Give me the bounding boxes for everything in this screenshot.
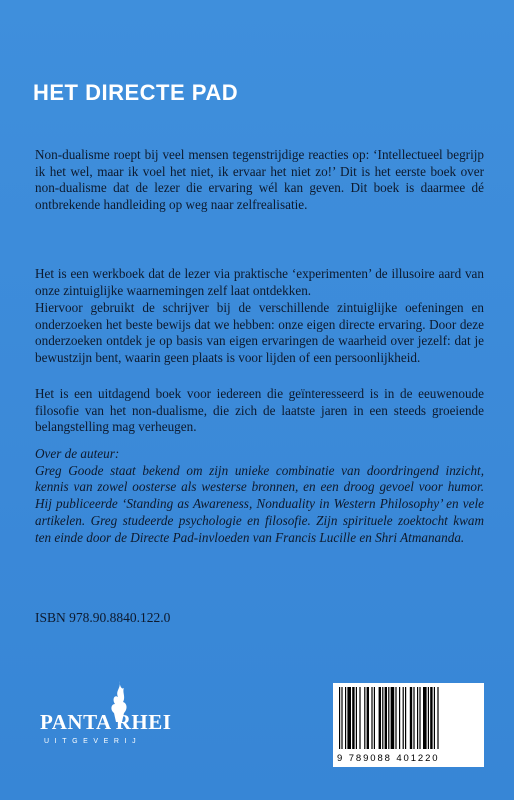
description-paragraph-3: Hiervoor gebruikt de schrijver bij de verschillende zintuiglijke oefeningen en onderzoeken het beste bewijs dat we hebben: onze eigen directe ervaring. Door deze onderzoeken ontdek je op basis van eigen ervaringen de waarheid over jezelf: dat je bewustzijn bent, waarin geen plaats is voor lijden of een persoonlijkheid. xyxy=(35,300,484,366)
barcode-bar xyxy=(428,687,429,749)
barcode-bar xyxy=(341,687,342,749)
barcode-bar xyxy=(430,687,432,749)
barcode-bar xyxy=(339,687,340,749)
author-text: Greg Goode staat bekend om zijn unieke combinatie van doordringend inzicht, kennis van zowel oosterse als westerse bronnen, en een droog gevoel voor humor. Hij publiceerde ‘Standing as Awareness, Nonduality in Western Philosophy’ en vele artikelen. Greg studeerde psychologie en filosofie. Zijn spirituele zoektocht kwam ten einde door de Directe Pad-invloeden van Francis Lucille en Shri Atmananda. xyxy=(35,462,484,545)
barcode-bar xyxy=(419,687,420,749)
isbn: ISBN 978.90.8840.122.0 xyxy=(35,610,171,625)
description-paragraph-2: Het is een werkboek dat de lezer via praktische ‘experimenten’ de illusoire aard van onze zintuiglijke waarnemingen zelf laat ontdekken. xyxy=(35,266,484,298)
publisher-logo xyxy=(40,680,210,760)
barcode-bar xyxy=(399,687,400,749)
barcode-bar xyxy=(352,687,354,749)
barcode-bar xyxy=(356,687,357,749)
barcode-bar xyxy=(423,687,427,749)
barcode-bar xyxy=(382,687,383,749)
barcode-bar xyxy=(410,687,412,749)
barcode-bar xyxy=(434,687,435,749)
barcode-bar xyxy=(413,687,414,749)
description-paragraph-1: Non-dualisme roept bij veel mensen tegenstrijdige reacties op: ‘Intellectueel begrijp ik het wel, maar ik voel het niet, ik ervaar het niet zo!’ Dit is het eerste boek over non-dualisme dat de lezer die ervaring wél kan geven. Dit boek is daarmee dé ontbrekende handleiding op weg naar zelfrealisatie. xyxy=(35,147,484,213)
barcode-bar xyxy=(395,687,396,749)
barcode-digits: 9 789088 401220 xyxy=(337,753,440,764)
book-title: HET DIRECTE PAD xyxy=(33,80,239,105)
publisher-name-left: PANTA xyxy=(40,710,112,734)
barcode-bar xyxy=(405,687,406,749)
barcode-bar xyxy=(345,687,346,749)
description-paragraph-4: Het is een uitdagend boek voor iedereen die geïnteresseerd is in de eeuwenoude filosofie van het non-dualisme, die zich de laatste jaren in een steeds groeiende belangstelling mag verheugen. xyxy=(35,386,484,435)
publisher-name xyxy=(40,710,171,735)
publisher-subtitle: UITGEVERIJ xyxy=(44,738,142,745)
barcode-bar xyxy=(347,687,351,749)
author-bio xyxy=(35,446,484,546)
barcode-bar xyxy=(367,687,369,749)
barcode-bar xyxy=(388,687,389,749)
barcode-bars xyxy=(337,687,480,751)
publisher-name-right: RHEI xyxy=(115,710,172,734)
author-heading: Over de auteur: xyxy=(35,446,120,461)
barcode-bar xyxy=(437,687,438,749)
barcode-bar xyxy=(385,687,387,749)
barcode-bar xyxy=(374,687,375,749)
barcode-bar xyxy=(359,687,360,749)
barcode-bar xyxy=(379,687,381,749)
barcode-bar xyxy=(371,687,372,749)
barcode-bar xyxy=(417,687,418,749)
barcode xyxy=(333,683,484,767)
barcode-bar xyxy=(403,687,404,749)
barcode-bar xyxy=(364,687,365,749)
barcode-bar xyxy=(391,687,395,749)
